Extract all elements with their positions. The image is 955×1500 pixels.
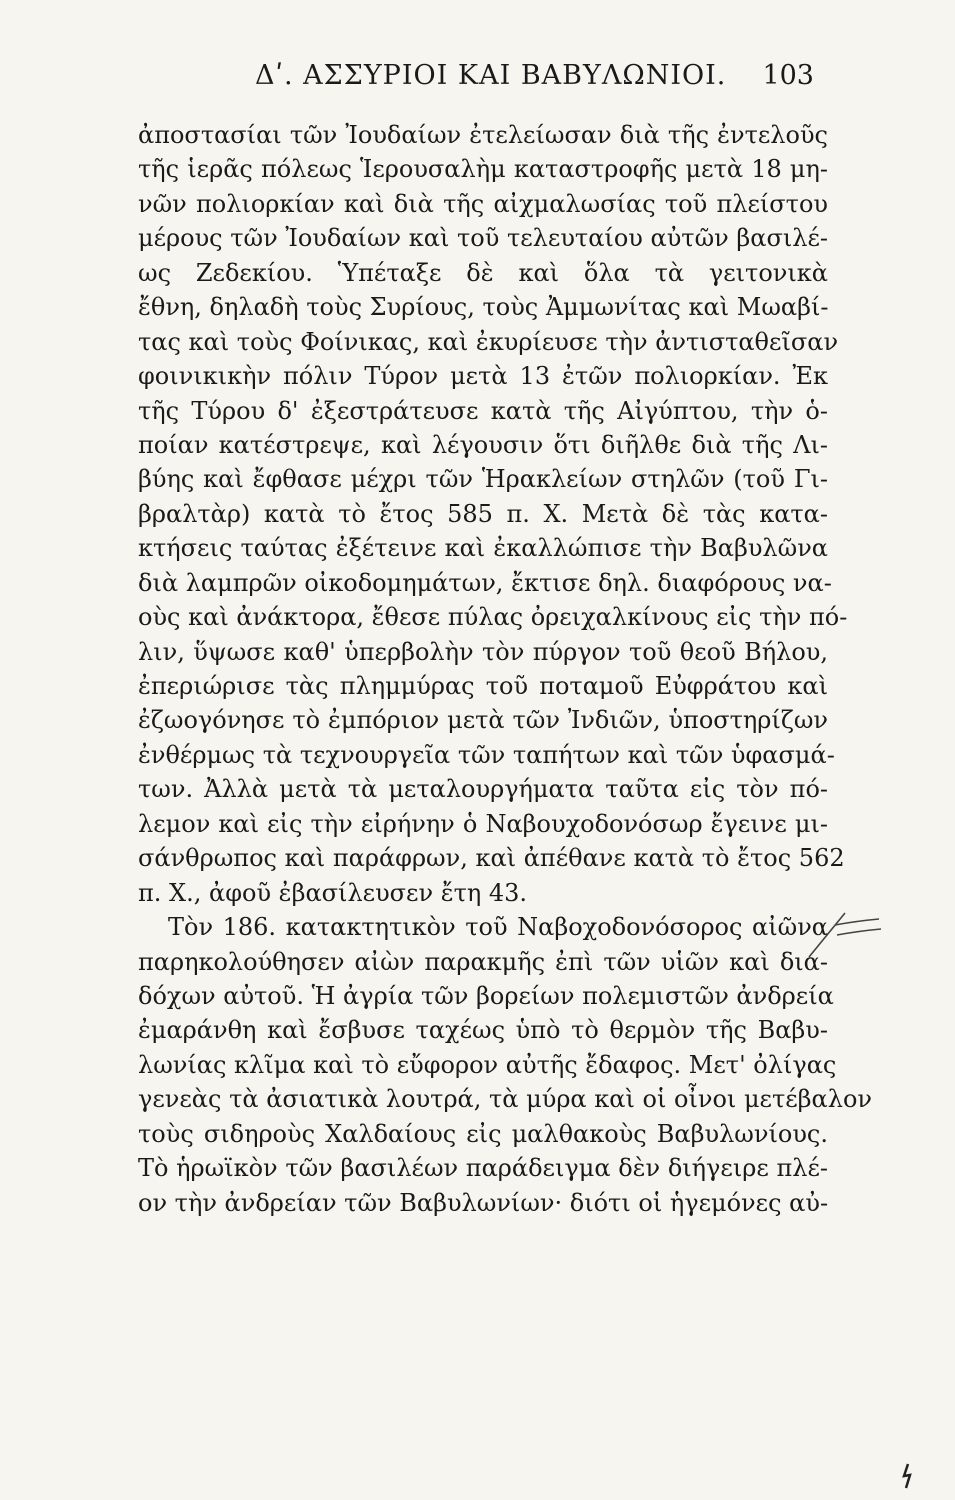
text-line: ποίαν κατέστρεψε, καὶ λέγουσιν ὅτι διῆλθε διὰ τῆς Λι- — [138, 430, 828, 459]
text-line: τοὺς σιδηροὺς Χαλδαίους εἰς μαλθακοὺς Βαβυλωνίους. — [138, 1119, 828, 1148]
page-header — [130, 60, 820, 100]
text-line: βύης καὶ ἔφθασε μέχρι τῶν Ἡρακλείων στηλῶν (τοῦ Γι- — [138, 465, 828, 494]
text-line: λεμον καὶ εἰς τὴν εἰρήνην ὁ Ναβουχοδονόσωρ ἔγεινε μι- — [138, 809, 828, 838]
text-line: μέρους τῶν Ἰουδαίων καὶ τοῦ τελευταίου αὐτῶν βασιλέ- — [138, 224, 828, 253]
text-line: λιν, ὕψωσε καθ' ὑπερβολὴν τὸν πύργον τοῦ θεοῦ Βήλου, — [138, 637, 828, 666]
text-line: σάνθρωπος καὶ παράφρων, καὶ ἀπέθανε κατὰ τὸ ἔτος 562 — [138, 844, 845, 873]
text-line: βραλτὰρ) κατὰ τὸ ἔτος 585 π. Χ. Μετὰ δὲ τὰς κατα- — [138, 499, 828, 528]
text-line: ἐνθέρμως τὰ τεχνουργεῖα τῶν ταπήτων καὶ τῶν ὑφασμά- — [138, 740, 835, 769]
paragraph-start-line: Τὸν 186. κατακτητικὸν τοῦ Ναβοχοδονόσορος αἰῶνα — [168, 913, 828, 942]
text-line: τῆς ἱερᾶς πόλεως Ἱερουσαλὴμ καταστροφῆς μετὰ 18 μη- — [138, 155, 828, 184]
text-line: των. Ἀλλὰ μετὰ τὰ μεταλουργήματα ταῦτα εἰς τὸν πό- — [138, 775, 828, 804]
text-line: ἐμαράνθη καὶ ἔσβυσε ταχέως ὑπὸ τὸ θερμὸν τῆς Βαβυ- — [138, 1016, 828, 1045]
text-line: διὰ λαμπρῶν οἰκοδομημάτων, ἔκτισε δηλ. διαφόρους να- — [138, 568, 832, 597]
text-line: οὺς καὶ ἀνάκτορα, ἔθεσε πύλας ὀρειχαλκίνους εἰς τὴν πό- — [138, 603, 848, 632]
running-title: Δʹ. ΑΣΣΥΡΙΟΙ ΚΑΙ ΒΑΒΥΛΩΝΙΟΙ. — [255, 60, 727, 91]
text-line: τας καὶ τοὺς Φοίνικας, καὶ ἐκυρίευσε τὴν ἀντισταθεῖσαν — [138, 327, 839, 356]
text-line: π. Χ., ἀφοῦ ἐβασίλευσεν ἔτη 43. — [138, 878, 528, 907]
page-number: 103 — [762, 60, 814, 91]
text-line: ἐπεριώρισε τὰς πλημμύρας τοῦ ποταμοῦ Εὐφράτου καὶ — [138, 672, 828, 700]
text-line: παρηκολούθησεν αἰὼν παρακμῆς ἐπὶ τῶν υἱῶν καὶ δια- — [138, 947, 828, 976]
text-line: ως Ζεδεκίου. Ὑπέταξε δὲ καὶ ὅλα τὰ γειτονικὰ — [138, 258, 828, 287]
text-line: ον τὴν ἀνδρείαν τῶν Βαβυλωνίων· διότι οἱ ἡγεμόνες αὐ- — [138, 1188, 829, 1217]
text-line: νῶν πολιορκίαν καὶ διὰ τῆς αἰχμαλωσίας τοῦ πλείστου — [138, 189, 828, 218]
body-text — [138, 118, 873, 1220]
text-line: Τὸ ἡρωϊκὸν τῶν βασιλέων παράδειγμα δὲν διήγειρε πλέ- — [138, 1154, 828, 1183]
text-line: ἀποστασίαι τῶν Ἰουδαίων ἐτελείωσαν διὰ τῆς ἐντελοῦς — [138, 121, 828, 149]
page-edge-mark — [898, 1462, 918, 1490]
text-line: δόχων αὐτοῦ. Ἡ ἀγρία τῶν βορείων πολεμιστῶν ἀνδρεία — [138, 981, 834, 1010]
text-line: τῆς Τύρου δ' ἐξεστράτευσε κατὰ τῆς Αἰγύπτου, τὴν ὁ- — [138, 396, 828, 425]
text-line: λωνίας κλῖμα καὶ τὸ εὔφορον αὐτῆς ἔδαφος. Μετ' ὀλίγας — [138, 1050, 837, 1079]
text-line: κτήσεις ταύτας ἐξέτεινε καὶ ἐκαλλώπισε τὴν Βαβυλῶνα — [138, 534, 828, 563]
text-line: γενεὰς τὰ ἀσιατικὰ λουτρά, τὰ μύρα καὶ οἱ οἶνοι μετέβαλον — [138, 1085, 873, 1114]
text-line: ἐζωογόνησε τὸ ἐμπόριον μετὰ τῶν Ἰνδιῶν, ὑποστηρίζων — [138, 706, 828, 735]
text-line: ἔθνη, δηλαδὴ τοὺς Συρίους, τοὺς Ἀμμωνίτας καὶ Μωαβί- — [138, 293, 829, 322]
pencil-margin-mark — [805, 905, 885, 965]
text-line: φοινικικὴν πόλιν Τύρον μετὰ 13 ἐτῶν πολιορκίαν. Ἐκ — [138, 362, 828, 391]
